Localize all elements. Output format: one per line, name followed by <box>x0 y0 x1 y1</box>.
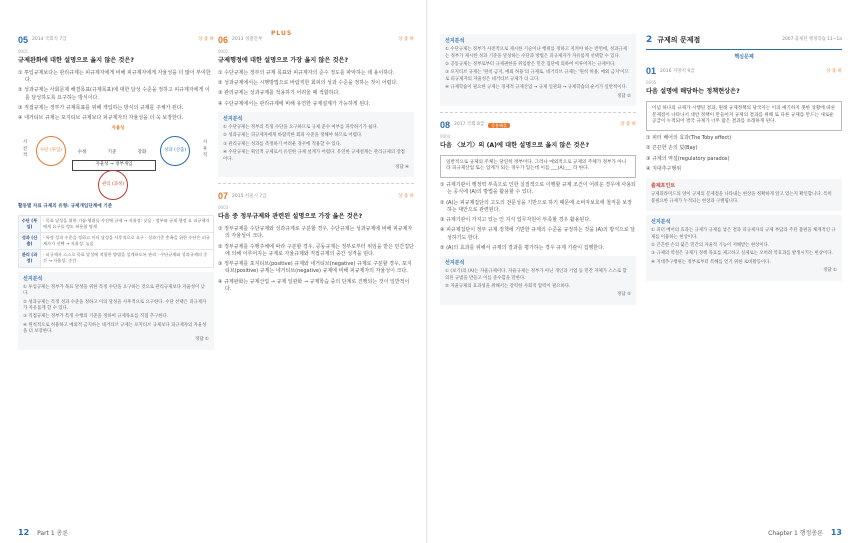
input-circle: 수단 (투입) <box>36 136 66 166</box>
explanation-title: 선지분석 <box>223 115 243 122</box>
left-column-2 <box>218 34 414 296</box>
question-source: 2017 국회 8급 <box>454 122 485 128</box>
difficulty-level: 상 중 하 <box>198 37 214 43</box>
option: ④ 네거티브 규제는 포지티브 규제보다 피규제자의 자율성을 더 욱 보장한다. <box>18 115 184 122</box>
option: ④ 피규제집단이 정부 규제 정책에 기반한 규제의 수준을 규정하는 것을 (A)의 방식으로 달성하기도 한다. <box>440 227 636 241</box>
page-folio <box>768 527 842 539</box>
diagram-arrow-label: 자율성 → 정부개입 <box>72 160 156 171</box>
table-row: 수단 (투입) · 목표 달성을 위한 기술·행위를 사전에 규제 → 자율성: 낮음 · 정부와 규제 행정 요 피규제자에게 요구를 정도 허용함 명세 <box>19 215 214 232</box>
option: ① 수단규제는 정부의 규제 목표와 피규제자의 준수 정도를 파악하는 데 용이하다. <box>218 69 395 76</box>
option: ③ 규제의 역설(regulatory paradox) <box>646 155 730 162</box>
option: ③ 관리규제는 성과규제를 적용하기 어려울 때 적합하다. <box>218 90 340 97</box>
explanation-box: 선지분석 ① 수단규제는 정부가 사전적으로 제시한 기술이나 행위를 정하고 지켜야 하는 반면에, 성과규제는 정부가 제시한 성과 기준을 달성하는 수단과 방법은 피규제자가 자유롭게 선택할 수 있다. ② 공동규제는 정부로부터 규제권한을 위임받은 민간 집단에 의하여 이루어지는 규제이다. ③ 포지티브 규제는 '원칙 금지, 예외 허용'의 규제로, 네거티브 규제는 '원칙 허용, 예외 금지'이므로 피규제자의 자율성은 네거티브 규제가 더 크다. ④ 규제학습이 필요한 규제는 경제적 규제산업 → 규제 일관화 → 규제학습의 순서가 일반적이다. 정답 ② <box>440 34 636 106</box>
option: ① 피터 베어의 효과(The Toby effect) <box>646 135 732 142</box>
question-title: 다음 〈보기〉의 (A)에 대한 설명으로 옳지 않은 것은? <box>440 141 590 149</box>
diagram-mid-item: 기준 <box>107 150 117 156</box>
option: ② 끈끈한 손의 덫(Bay) <box>646 145 698 152</box>
diagram-left-label: 사 전 적 <box>22 140 28 159</box>
diagram-right-label: 사 후 적 <box>202 140 208 159</box>
option: ③ 규제기관이 가지고 있는 인 지식 업무자원이 부족할 경우 활용된다. <box>440 217 591 224</box>
question-code: 0001 <box>18 49 29 55</box>
table-row: 성과 (산출) · 특정 성과 수준을 정하고 이의 달성을 사후적으로 요구 · 성과기준 충족을 위한 수단은 피규제자가 선택 → 자율성: 높음 <box>19 233 214 250</box>
page-folio <box>18 527 68 539</box>
question-title: 다음 설명에 해당하는 정책현상은? <box>646 88 740 96</box>
option: ③ 정부규제를 포지티브(positive) 규제와 네거티브(negative) 규제로 구분할 경우, 포지티브(positive) 규제는 네거티브(negative) 규제에 비해 피규제자의 자율성이 크다. <box>218 261 412 275</box>
chapter-label: Chapter 1 행정총론 <box>768 530 823 538</box>
difficulty-level: 상 중 하 <box>398 193 414 199</box>
divider <box>440 112 636 113</box>
explanation-title: 선지분석 <box>445 38 465 44</box>
page-number: 12 <box>18 528 30 538</box>
section-number: 2 <box>646 35 653 45</box>
question-source: 2015 서울시 7급 <box>232 193 267 199</box>
option: ② (A)는 피규제집단의 고도의 전문성을 기반으로 하기 때문에 소비자보호에 철저를 보장하는 대안으로 관련된다. <box>440 199 632 213</box>
right-page <box>428 0 856 543</box>
difficulty-level: 상 중 하 <box>398 37 414 43</box>
section-title: 규제의 문제점 <box>657 36 701 45</box>
section-banner: 핵심문제 <box>734 54 754 61</box>
option: ② 정부규제를 수행주체에 따라 구분할 경우, 공동규제는 정부로부터 위임을 받은 민간집단에 의해 이루어지는 규제로 자율규제와 직접규제의 중간 성격을 띤다. <box>218 243 414 257</box>
page-number: 13 <box>830 528 842 538</box>
answer: 정답 ① <box>823 268 837 274</box>
option: ④ 수단규제에서는 관리규제에 비해 유연한 규제설계가 가능하게 된다. <box>218 100 371 107</box>
question-code: 0004 <box>440 133 451 139</box>
explanation-box: 선지분석 ① 투입규제는 정부가 목표 달성을 위한 특정 수단을 요구하는 것으로 관리규제보다 자율성이 낮다. ② 성과규제는 특정 성과 수준을 정하고 이의 달성을 사후적으로 요구한다. 수단 선택은 피규제자가 자유롭게 할 수 있다. ③ 직접규제는 정부가 특정 수행의 기준을 정하여 규제목표를 직접 추구한다. ④ 원칙적으로 허용하고 예외적 금지하는 네거티브 규제는 포지티브 규제보다 피규제자의 자율성을 더 보장한다. 정답 ① <box>18 272 214 350</box>
option: ⑤ (A)의 효과를 위해서 규제의 결과를 평가하는 경우 규제 기관이 집행한다. <box>440 244 605 251</box>
question-number: 01 <box>646 66 657 77</box>
option: ① 규제기관이 행정력 부족으로 인한 실질적으로 이행할 규제 조건이 어려운 경우에 사용되는 공식에 (A)의 방법을 활용할 수 있다. <box>440 182 636 196</box>
output-circle: 성과 (산출) <box>160 136 190 166</box>
question-source: 2014 국회직 7급 <box>32 37 67 43</box>
question-code: 0003 <box>218 205 229 211</box>
question-number: 06 <box>218 35 229 45</box>
question-title: 규제완화에 대한 설명으로 옳지 않은 것은? <box>18 56 134 64</box>
question-code: 0005 <box>646 80 657 86</box>
question-title: 규제행정에 대한 설명으로 가장 옳지 않은 것은? <box>218 56 349 64</box>
right-column-1 <box>440 34 636 305</box>
explanation-box: 선지분석 ① 수단규제는 정부의 특정 수단을 요구하므로 규제 준수 여부를 파악하기가 쉽다. ② 성과규제는 피규제자에게 바람직한 회피 수준을 정해야 하므로 어렵다. ③ 관리규제는 성과를 측정하기 어려운 경우에 적용할 수 있다. ④ 수단규제는 획일적 규제로서 유연한 규제 설계가 어렵다. 유연한 규제설계는 관리규제의 장점이다. 정답 ④ <box>218 112 414 178</box>
answer: 정답 ② <box>617 93 631 99</box>
example-box: 일반적으로 규제의 주체는 당연히 정부이다. 그러나 예외적으로 규제의 주체가 정부가 아니라 피규제산업 또는 업계가 되는 경우가 있는데 이를 ___(A)___ 라 한다. <box>440 155 636 178</box>
question-tag: 응용해설 <box>488 123 509 129</box>
diagram-top-label: 자율성 <box>111 126 125 132</box>
example-box: 이념 하나의 규제가 시행된 결과, 원래 규제정책의 당국자는 이의 예기하지 못한 상황에 따른 문제점이 나타나서 대안 정책이 만들어져 규제의 결과를 위해 또 다른 규제를 만드는 새로운 공급이 누적되어 결국 규제가 너무 많은 결과를 초래하게 된다. <box>646 101 842 131</box>
option: ② 성과규제에서는 시행방법으로 바람직한 회피의 성과 수준을 정하는 것이 어렵다. <box>218 80 398 87</box>
option: ② 성과규제는 사회문제 해결목표(규제목표)에 대한 달성 수준을 정하고 피규제자에게 이를 달성하도록 요구하는 방식이다. <box>18 87 210 101</box>
explanation-title: 선지분석 <box>651 219 671 226</box>
question-number: 08 <box>440 119 451 130</box>
note-title: 출제포인트 <box>651 183 676 190</box>
divider <box>218 183 414 184</box>
process-circle: 관리 (과정) <box>98 170 128 200</box>
diagram-mid-item: 강화 <box>137 150 147 156</box>
difficulty-level: 상 중 하 <box>620 122 636 128</box>
option: ① 투입규제보다는 관리규제는 피규제자에게 비해 피규제자에게 자율성을 더 많이 부여한다. <box>18 69 211 84</box>
option: ④ 규제완화는 규제산업 → 규제 일관화 → 규제학습 중의 단계로 진행되는 것이 일반적이다. <box>218 278 410 292</box>
regulation-type-table <box>18 215 214 268</box>
left-column-1 <box>18 34 214 350</box>
part-label: Part 1 총론 <box>37 530 69 538</box>
right-column-2 <box>646 34 842 281</box>
explanation-title: 선지분석 <box>23 275 43 282</box>
exam-point-note: 출제포인트 규제피라미드의 양이 규제의 문제점을 나타내는 현상을 정확하게 알고 있는지 확인합니다. 특히 불필요한 규제가 누적되는 현상과 구별됩니다. <box>646 179 842 211</box>
difficulty-level: 상 중 하 <box>826 68 842 74</box>
answer: 정답 ① <box>195 337 209 343</box>
question-number: 05 <box>18 35 29 45</box>
answer: 정답 ④ <box>395 164 409 170</box>
explanation-box: 선지분석 ① (보기)의 (A)는 자율규제이다. 자율규제는 정부가 아닌 개인과 기업 등 민간 자체가 스스로 합의된 규범을 만들고 이를 준수함을 말한다. ⑤ 자율규제의 효과성을 위해서는 강력한 사회적 압력이 필요하다. 정답 ⑤ <box>440 256 636 305</box>
explanation-title: 선지분석 <box>445 260 465 267</box>
question-source: 2013 경찰간부 <box>232 37 263 43</box>
regulation-diagram <box>18 126 214 200</box>
answer: 정답 ⑤ <box>617 292 631 298</box>
explanation-box: 선지분석 ① 피터 베어의 효과는 규제가 규제를 낳은 결과 피규제자의 규제 부담과 주된 불편을 체계적인 규제를 이용하는 현상이다. ② 끈끈한 손의 덫은 민간의 자율적 기능이 저해받는 현상이다. ③ 규제의 역설은 규제가 정책 목표를 제고하고 실제로는 오히려 역효과를 발생시키는 현상이다. ④ 지대추구행위는 정부로부터 특혜를 얻기 위한 로비활동이다. 정답 ① <box>646 215 842 281</box>
option: ③ 직접규제는 정부가 규제목표를 위해 개입하는 방식의 규제를 주체가 된다. <box>18 104 184 111</box>
question-number: 07 <box>218 191 229 202</box>
section-source: 2007 출제된 행정학습 11~1a <box>782 37 842 43</box>
section-header <box>646 34 842 50</box>
table-caption: 활동별 자료 규제의 유형: 규제개입단계에 기준 <box>18 204 113 210</box>
question-code: 0002 <box>218 49 229 55</box>
option: ① 정부규제를 수단규제와 성과규제로 구분할 경우, 수단규제는 성과규제에 비해 피규제자의 자율성이 크다. <box>218 226 413 240</box>
option: ④ 지대추구행위 <box>646 165 682 172</box>
diagram-mid-item: 수정 <box>77 150 87 156</box>
question-source: 2016 지방직 9급 <box>660 68 695 74</box>
table-row: 관리 (과정) · 피규제자 스스로 목표 달성에 적합한 방법을 설계하도록 관리 · 수단규제와 성과규제의 중간 → 자율성: 중간 <box>19 250 214 267</box>
question-title: 다음 중 정부규제와 관련된 설명으로 가장 옳은 것은? <box>218 213 363 221</box>
plus-label: PLUS <box>271 30 293 37</box>
